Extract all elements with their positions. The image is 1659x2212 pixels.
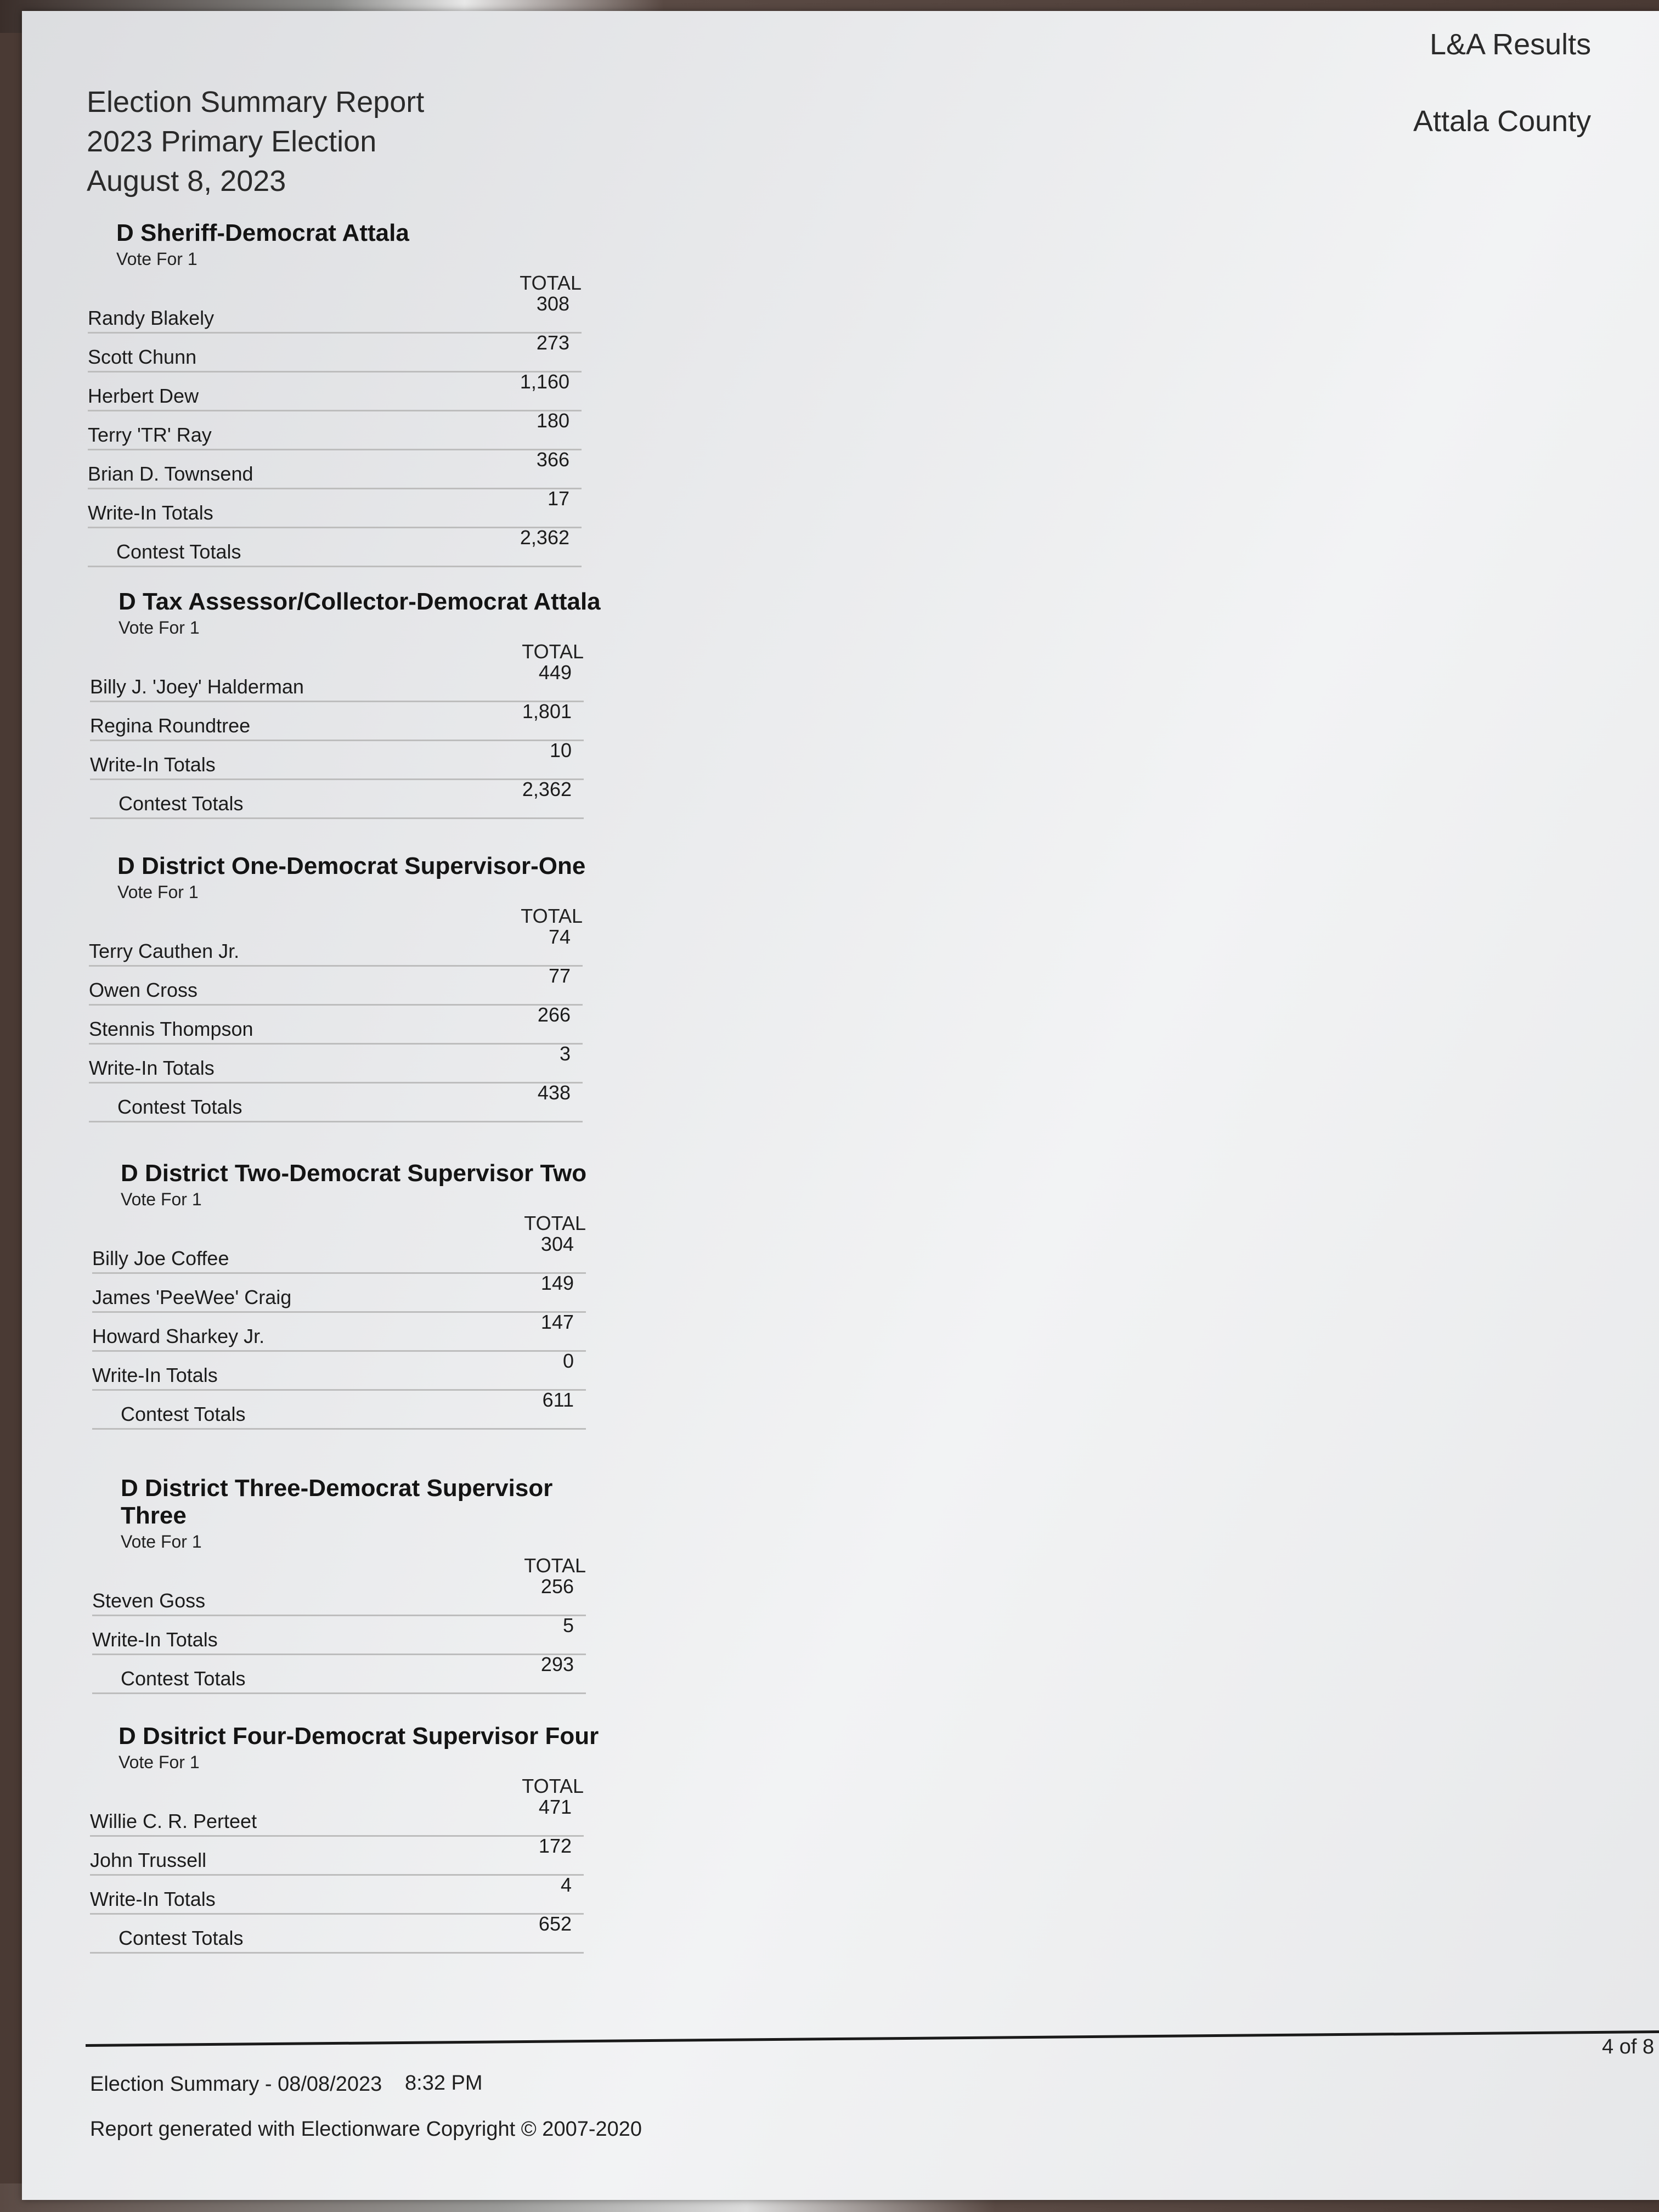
contest-totals-label: Contest Totals	[117, 1096, 242, 1118]
total-column-header: TOTAL	[521, 905, 583, 927]
contest-totals-row	[90, 1912, 584, 1954]
report-title: Election Summary Report	[87, 86, 425, 119]
vote-for-label: Vote For 1	[121, 1189, 202, 1209]
table-row	[89, 928, 583, 967]
vote-total: 366	[536, 448, 569, 471]
candidate-name: Herbert Dew	[88, 385, 199, 407]
vote-total: 172	[538, 1835, 572, 1857]
contest-total-value: 611	[542, 1389, 574, 1411]
candidate-name: Willie C. R. Perteet	[90, 1810, 257, 1832]
report-title-block	[87, 82, 424, 201]
vote-total: 273	[536, 331, 569, 354]
election-name: 2023 Primary Election	[87, 125, 377, 158]
footer-divider	[86, 2030, 1659, 2047]
candidate-name: Brian D. Townsend	[88, 462, 253, 485]
table-row	[89, 964, 583, 1006]
total-column-header: TOTAL	[524, 1554, 586, 1577]
total-column-header: TOTAL	[522, 1775, 584, 1797]
table-row	[90, 663, 584, 702]
table-row	[90, 1798, 584, 1837]
vote-for-label: Vote For 1	[116, 249, 198, 269]
vote-total: 449	[538, 661, 572, 684]
footer-copyright: Report generated with Electionware Copyright © 2007-2020	[90, 2118, 642, 2141]
candidate-name: Stennis Thompson	[89, 1018, 253, 1040]
table-row	[92, 1235, 586, 1274]
total-column-header: TOTAL	[522, 640, 584, 663]
table-row	[92, 1274, 586, 1313]
table-row	[88, 450, 582, 489]
write-in-row	[92, 1352, 586, 1391]
results-type-label: L&A Results	[1430, 28, 1592, 61]
vote-total: 10	[549, 739, 572, 761]
candidate-name: Terry Cauthen Jr.	[89, 940, 240, 962]
contest-district-two	[92, 1160, 619, 1430]
footer-summary-date: Election Summary - 08/08/2023	[90, 2073, 382, 2096]
contest-totals-row	[92, 1391, 586, 1430]
contest-title: D Sheriff-Democrat Attala	[116, 219, 409, 246]
contest-title: D Dsitrict Four-Democrat Supervisor Four	[119, 1723, 599, 1750]
contest-totals-label: Contest Totals	[121, 1667, 246, 1690]
vote-total: 308	[536, 292, 569, 315]
vote-total: 1,801	[522, 700, 572, 723]
election-date: August 8, 2023	[87, 165, 286, 198]
contest-district-three	[92, 1475, 619, 1694]
write-in-row	[89, 1042, 583, 1084]
vote-for-label: Vote For 1	[119, 618, 200, 637]
contest-title: D District Three-Democrat Supervisor Three	[121, 1475, 553, 1529]
contest-total-value: 2,362	[520, 526, 569, 549]
vote-total: 147	[540, 1311, 574, 1333]
vote-total: 77	[548, 964, 571, 987]
candidate-name: Billy J. 'Joey' Halderman	[90, 675, 304, 698]
candidate-name: Scott Chunn	[88, 346, 197, 368]
table-row	[92, 1313, 586, 1352]
contest-totals-row	[92, 1655, 586, 1694]
table-row	[90, 1837, 584, 1876]
vote-total: 0	[562, 1350, 574, 1372]
contest-total-value: 438	[537, 1081, 571, 1104]
vote-for-label: Vote For 1	[117, 882, 199, 902]
vote-total: 266	[537, 1003, 571, 1026]
write-in-label: Write-In Totals	[88, 501, 213, 524]
write-in-row	[90, 741, 584, 780]
contest-totals-label: Contest Totals	[119, 1927, 244, 1949]
candidate-name: Howard Sharkey Jr.	[92, 1325, 265, 1347]
vote-total: 1,160	[520, 370, 569, 393]
vote-total: 471	[538, 1796, 572, 1818]
write-in-label: Write-In Totals	[92, 1628, 218, 1651]
vote-total: 3	[559, 1042, 571, 1065]
candidate-name: Terry 'TR' Ray	[88, 424, 212, 446]
contest-sheriff	[88, 219, 614, 567]
table-row	[92, 1577, 586, 1616]
contest-district-four	[90, 1723, 617, 1954]
contest-totals-label: Contest Totals	[121, 1403, 246, 1425]
table-row	[88, 411, 582, 450]
candidate-name: Randy Blakely	[88, 307, 215, 329]
contest-totals-label: Contest Totals	[116, 540, 241, 563]
total-column-header: TOTAL	[520, 272, 582, 294]
contest-title: D Tax Assessor/Collector-Democrat Attala	[119, 588, 601, 615]
table-row	[89, 1003, 583, 1045]
vote-for-label: Vote For 1	[121, 1532, 202, 1551]
table-row	[90, 702, 584, 741]
contest-total-value: 652	[538, 1912, 572, 1935]
table-row	[88, 331, 582, 373]
candidate-name: James 'PeeWee' Craig	[92, 1286, 292, 1308]
footer-time: 8:32 PM	[405, 2072, 483, 2095]
vote-total: 256	[540, 1575, 574, 1598]
county-label: Attala County	[1413, 105, 1592, 138]
contest-totals-row	[90, 780, 584, 819]
vote-total: 180	[536, 409, 569, 432]
candidate-name: Owen Cross	[89, 979, 198, 1001]
table-row	[88, 370, 582, 411]
candidate-name: Billy Joe Coffee	[92, 1247, 229, 1269]
vote-total: 5	[562, 1614, 574, 1637]
contest-tax-assessor	[90, 588, 617, 819]
vote-total: 304	[540, 1233, 574, 1255]
candidate-name: John Trussell	[90, 1849, 207, 1871]
vote-total: 4	[560, 1874, 572, 1896]
contest-title: D District One-Democrat Supervisor-One	[117, 853, 586, 879]
contest-totals-row	[89, 1081, 583, 1122]
candidate-name: Regina Roundtree	[90, 714, 251, 737]
write-in-label: Write-In Totals	[90, 753, 216, 776]
contest-title: D District Two-Democrat Supervisor Two	[121, 1160, 587, 1187]
vote-total: 149	[540, 1272, 574, 1294]
write-in-row	[92, 1616, 586, 1655]
contest-total-value: 293	[540, 1653, 574, 1675]
contest-total-value: 2,362	[522, 778, 572, 800]
report-page	[22, 11, 1659, 2200]
write-in-row	[88, 489, 582, 528]
vote-total: 17	[547, 487, 569, 510]
contest-totals-label: Contest Totals	[119, 792, 244, 815]
vote-for-label: Vote For 1	[119, 1752, 200, 1772]
write-in-row	[90, 1876, 584, 1915]
page-number: 4 of 8	[1602, 2035, 1655, 2058]
contest-district-one	[89, 853, 616, 1122]
total-column-header: TOTAL	[524, 1212, 586, 1234]
write-in-label: Write-In Totals	[89, 1057, 215, 1079]
table-row	[88, 292, 582, 334]
write-in-label: Write-In Totals	[92, 1364, 218, 1386]
vote-total: 74	[548, 926, 571, 948]
candidate-name: Steven Goss	[92, 1589, 206, 1612]
write-in-label: Write-In Totals	[90, 1888, 216, 1910]
contest-totals-row	[88, 528, 582, 567]
